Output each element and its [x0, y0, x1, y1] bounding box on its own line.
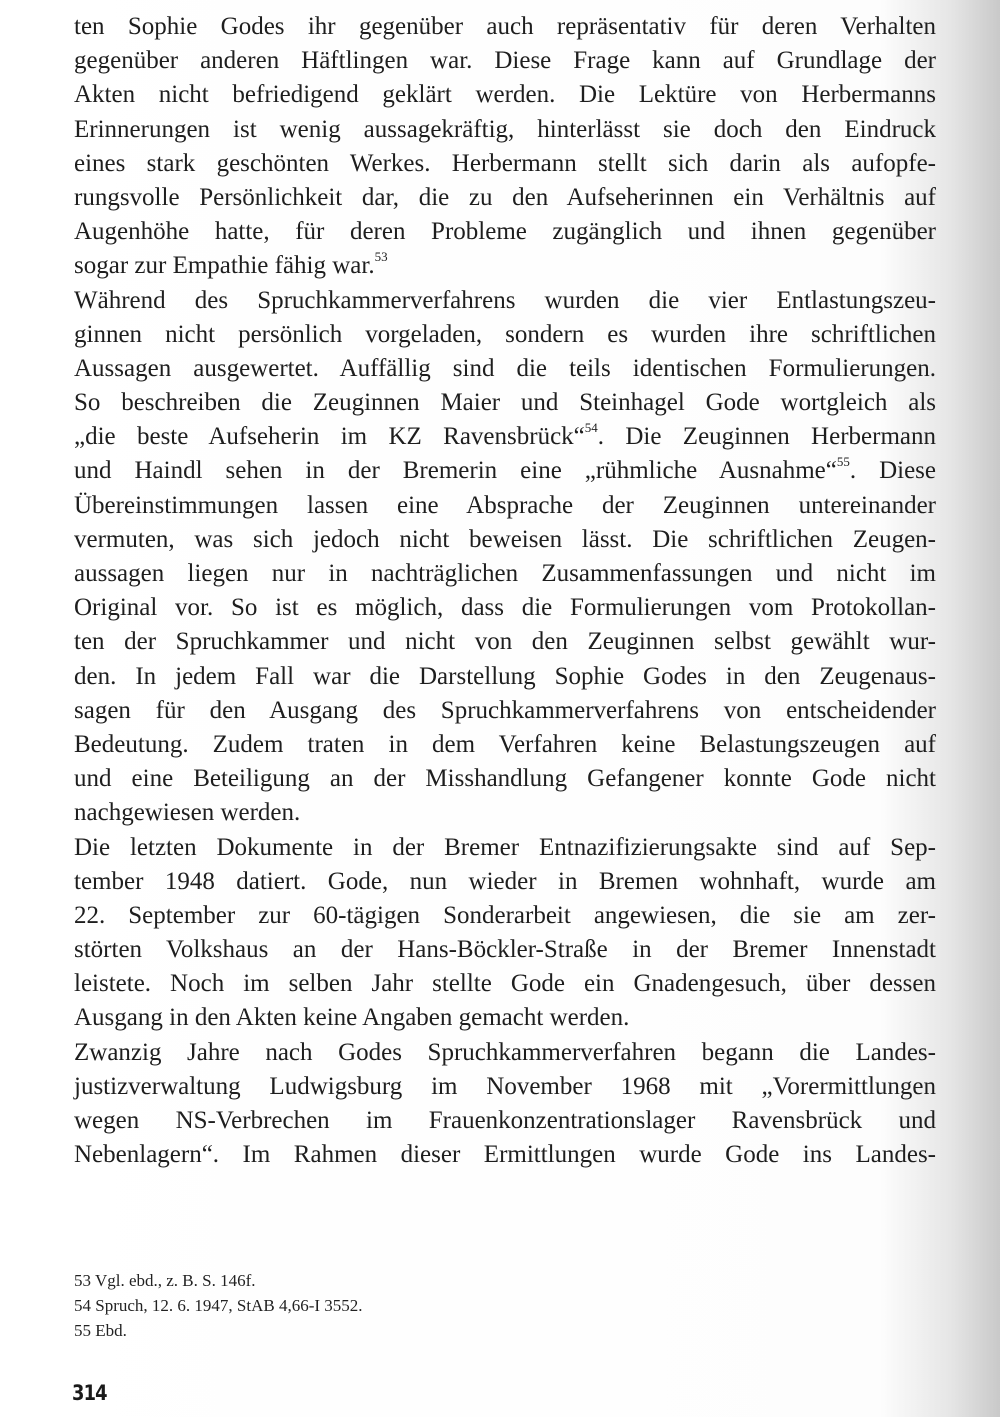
- line-text: ten der Spruchkammer und nicht von den Zeuginnen selbst gewählt wur-: [74, 628, 936, 656]
- text-line: [74, 78, 936, 112]
- line-text: „die beste Aufseherin im KZ Ravensbrück“: [74, 423, 585, 451]
- text-line: [74, 10, 936, 44]
- paragraph: [74, 284, 936, 831]
- footnote-reference[interactable]: 54: [584, 420, 598, 436]
- text-line: [74, 796, 936, 830]
- text-line: [74, 44, 936, 78]
- text-line: [74, 762, 936, 796]
- line-text: Akten nicht befriedigend geklärt werden. Die Lektüre von Herbermanns: [74, 81, 936, 109]
- footnote-reference[interactable]: 53: [374, 249, 388, 265]
- line-text: Die letzten Dokumente in der Bremer Entnazifizierungsakte sind auf Sep-: [74, 833, 936, 861]
- line-text: Übereinstimmungen lassen eine Absprache der Zeuginnen untereinander: [74, 491, 936, 519]
- text-line: [74, 420, 936, 454]
- text-line: [74, 1001, 936, 1035]
- text-line: [74, 523, 936, 557]
- footnote: 54 Spruch, 12. 6. 1947, StAB 4,66-I 3552.: [74, 1296, 363, 1315]
- text-line: [74, 933, 936, 967]
- line-text: störten Volkshaus an der Hans-Böckler-Straße in der Bremer Innenstadt: [74, 936, 936, 964]
- text-line: [74, 454, 936, 488]
- line-text-continued: . Die Zeuginnen Herbermann: [597, 423, 936, 451]
- text-line: [74, 386, 936, 420]
- text-line: [74, 181, 936, 215]
- text-line: [74, 249, 936, 283]
- line-text: nachgewiesen werden.: [74, 799, 301, 827]
- line-text: 22. September zur 60-tägigen Sonderarbeit angewiesen, die sie am zer-: [74, 901, 936, 929]
- line-text: aussagen liegen nur in nachträglichen Zusammenfassungen und nicht im: [74, 560, 936, 587]
- text-line: [74, 1104, 936, 1138]
- footnote: 55 Ebd.: [74, 1321, 127, 1340]
- line-text: Original vor. So ist es möglich, dass die Formulierungen vom Protokollan-: [74, 594, 936, 622]
- text-line: [74, 728, 936, 762]
- text-line: [74, 660, 936, 694]
- text-line: [74, 831, 936, 865]
- text-line: [74, 557, 936, 591]
- line-text: und Haindl sehen in der Bremerin eine „rühmliche Ausnahme“: [74, 457, 837, 485]
- line-text: Während des Spruchkammerverfahrens wurden die vier Entlastungszeu-: [74, 286, 936, 314]
- line-text: Erinnerungen ist wenig aussagekräftig, hinterlässt sie doch den Eindruck: [74, 115, 936, 143]
- line-text: So beschreiben die Zeuginnen Maier und Steinhagel Gode wortgleich als: [74, 389, 936, 417]
- line-text: gegenüber anderen Häftlingen war. Diese Frage kann auf Grundlage der: [74, 47, 936, 75]
- line-text: Zwanzig Jahre nach Godes Spruchkammerverfahren begann die Landes-: [74, 1038, 936, 1066]
- text-line: [74, 899, 936, 933]
- page-number: 314: [72, 1381, 107, 1405]
- text-line: [74, 625, 936, 659]
- text-line: [74, 352, 936, 386]
- line-text: eines stark geschönten Werkes. Herbermann stellt sich darin als aufopfe-: [74, 149, 936, 177]
- line-text: den. In jedem Fall war die Darstellung Sophie Godes in den Zeugenaus-: [74, 662, 936, 690]
- line-text: rungsvolle Persönlichkeit dar, die zu den Aufseherinnen ein Verhältnis auf: [74, 183, 936, 211]
- paragraph: [74, 831, 936, 1036]
- line-text: justizverwaltung Ludwigsburg im November 1968 mit „Vorermittlungen: [74, 1072, 936, 1100]
- line-text: Aussagen ausgewertet. Auffällig sind die teils identischen Formulierungen.: [74, 354, 936, 382]
- text-line: [74, 215, 936, 249]
- text-line: [74, 694, 936, 728]
- text-line: [74, 147, 936, 181]
- line-text: ten Sophie Godes ihr gegenüber auch repräsentativ für deren Verhalten: [74, 13, 936, 40]
- line-text: Ausgang in den Akten keine Angaben gemacht werden.: [74, 1004, 630, 1032]
- text-line: [74, 865, 936, 899]
- line-text: Nebenlagern“. Im Rahmen dieser Ermittlungen wurde Gode ins Landes-: [74, 1141, 936, 1169]
- line-text: leistete. Noch im selben Jahr stellte Gode ein Gnadengesuch, über dessen: [74, 970, 936, 998]
- text-line: [74, 591, 936, 625]
- text-line: [74, 1138, 936, 1172]
- text-line: [74, 489, 936, 523]
- text-line: [74, 113, 936, 147]
- line-text: sagen für den Ausgang des Spruchkammerverfahrens von entscheidender: [74, 696, 936, 724]
- line-text: sogar zur Empathie fähig war.: [74, 252, 375, 280]
- paragraph: [74, 1036, 936, 1173]
- body-text: [74, 10, 936, 1172]
- line-text: ginnen nicht persönlich vorgeladen, sondern es wurden ihre schriftlichen: [74, 320, 936, 348]
- paragraph: [74, 10, 936, 284]
- footnotes: [74, 1268, 774, 1343]
- line-text: wegen NS-Verbrechen im Frauenkonzentrationslager Ravensbrück und: [74, 1107, 936, 1134]
- footnote: 53 Vgl. ebd., z. B. S. 146f.: [74, 1271, 256, 1290]
- line-text: und eine Beteiligung an der Misshandlung Gefangener konnte Gode nicht: [74, 765, 936, 793]
- text-line: [74, 1036, 936, 1070]
- text-line: [74, 1070, 936, 1104]
- footnote-reference[interactable]: 55: [836, 454, 850, 470]
- line-text-continued: . Diese: [849, 457, 936, 485]
- line-text: tember 1948 datiert. Gode, nun wieder in Bremen wohnhaft, wurde am: [74, 867, 936, 895]
- line-text: Augenhöhe hatte, für deren Probleme zugänglich und ihnen gegenüber: [74, 218, 936, 246]
- line-text: vermuten, was sich jedoch nicht beweisen lässt. Die schriftlichen Zeugen-: [74, 525, 936, 553]
- text-line: [74, 967, 936, 1001]
- text-line: [74, 318, 936, 352]
- text-line: [74, 284, 936, 318]
- line-text: Bedeutung. Zudem traten in dem Verfahren keine Belastungszeugen auf: [74, 730, 936, 758]
